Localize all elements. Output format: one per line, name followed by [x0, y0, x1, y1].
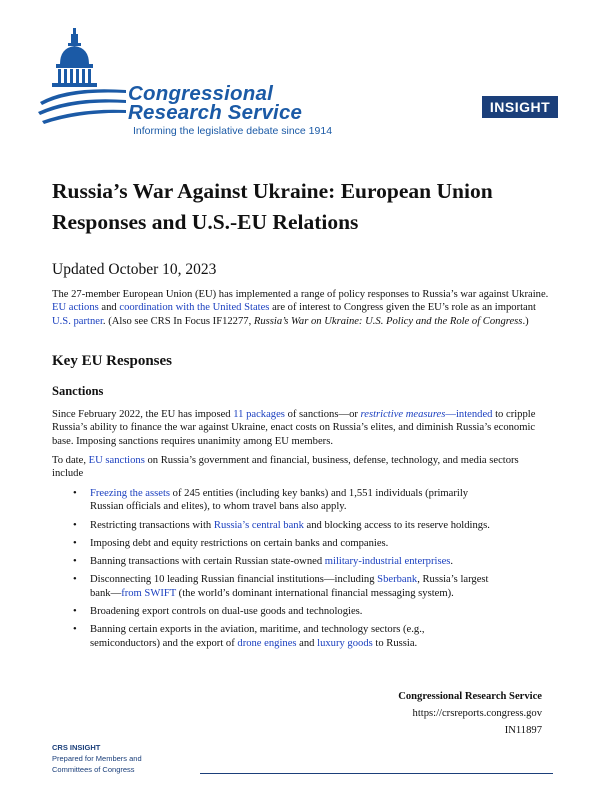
footer-attribution: [398, 688, 542, 739]
to-date-paragraph: To date, EU sanctions on Russia’s government and financial, business, defense, technology, and media sectors include: [52, 455, 519, 480]
link-sberbank[interactable]: Sberbank: [377, 574, 418, 586]
list-item: • Imposing debt and equity restrictions on certain banks and companies.: [73, 537, 389, 549]
org-name-line1: Congressional: [128, 82, 273, 105]
list-item: • Broadening export controls on dual-use goods and technologies.: [73, 606, 363, 618]
link-eu-actions[interactable]: EU actions: [52, 302, 99, 314]
org-name-line2: Research Service: [128, 101, 303, 124]
footer-crs-insight: CRS INSIGHT: [52, 743, 101, 752]
link-freezing-assets[interactable]: Freezing the assets: [90, 488, 171, 499]
link-coordination-us[interactable]: coordination with the United States: [119, 302, 270, 314]
list-item: • Restricting transactions with Russia’s central bank and blocking access to its reserve holdings.: [73, 519, 490, 531]
subsection-heading: Sanctions: [52, 384, 104, 398]
link-intended[interactable]: —intended: [445, 409, 493, 420]
footer-label: [52, 742, 142, 775]
sanctions-list: [52, 487, 552, 655]
bullet: •: [73, 624, 77, 636]
list-item: • Banning certain exports in the aviation, maritime, and technology sectors (e.g., semiconductors) and the export of drone engines and luxury goods to Russia.: [73, 624, 425, 649]
intro-paragraph: The 27-member European Union (EU) has implemented a range of policy responses to Russia’s war against Ukraine. EU actions and coordination with the United States are of interest to Congress given the EU’s role as an important U.S. partner. (Also see CRS In Focus IF12277, Russia’s War on Ukraine: U.S. Policy and the Role of Congress.): [52, 289, 549, 327]
footer-org: Congressional Research Service: [398, 691, 542, 702]
bullet: •: [73, 574, 77, 586]
link-restrictive-measures[interactable]: restrictive measures: [360, 409, 446, 420]
link-eu-sanctions[interactable]: EU sanctions: [88, 455, 145, 466]
footer-id: IN11897: [504, 725, 542, 736]
list-item: • Banning transactions with certain Russian state-owned military-industrial enterprises.: [73, 556, 454, 568]
footer-url[interactable]: https://crsreports.congress.gov: [412, 708, 542, 719]
sanctions-paragraph: Since February 2022, the EU has imposed 11 packages of sanctions—or restrictive measures—intended to cripple Russia’s ability to finance the war against Ukraine, enact costs on Russia’s elites, and diminish Russia’s economic base. Imposing sanctions requires unanimity among EU members.: [52, 409, 536, 447]
section-heading: Key EU Responses: [52, 353, 173, 369]
link-us-partner[interactable]: U.S. partner: [52, 315, 103, 327]
link-11-packages[interactable]: 11 packages: [233, 409, 285, 420]
footer-prepared-1: Prepared for Members and: [52, 754, 142, 763]
footer-divider: [200, 773, 553, 774]
link-luxury-goods[interactable]: luxury goods: [317, 637, 373, 649]
bullet: •: [73, 488, 77, 499]
link-from-swift[interactable]: from SWIFT: [121, 587, 177, 599]
header: [0, 0, 594, 140]
list-item: • Disconnecting 10 leading Russian financial institutions—including Sberbank, Russia’s largest bank—from SWIFT (the world’s dominant international financial messaging system).: [73, 574, 489, 599]
document-title: Russia’s War Against Ukraine: European Union Responses and U.S.-EU Relations: [52, 179, 493, 234]
capitol-dome-logo: [38, 26, 128, 126]
tagline: Informing the legislative debate since 1914: [133, 125, 333, 137]
insight-badge: INSIGHT: [482, 96, 558, 118]
link-central-bank[interactable]: Russia’s central bank: [213, 519, 304, 531]
link-drone-engines[interactable]: drone engines: [237, 637, 297, 649]
bullet: •: [73, 519, 77, 531]
list-item: • Freezing the assets of 245 entities (including key banks) and 1,551 individuals (primarily Russian officials and elites), to whom travel bans also apply.: [73, 488, 469, 513]
footer-prepared-2: Committees of Congress: [52, 765, 135, 774]
bullet: •: [73, 606, 77, 618]
link-military-industrial[interactable]: military-industrial enterprises: [324, 556, 451, 568]
updated-date: Updated October 10, 2023: [52, 261, 217, 278]
bullet: •: [73, 537, 77, 549]
bullet: •: [73, 556, 77, 568]
